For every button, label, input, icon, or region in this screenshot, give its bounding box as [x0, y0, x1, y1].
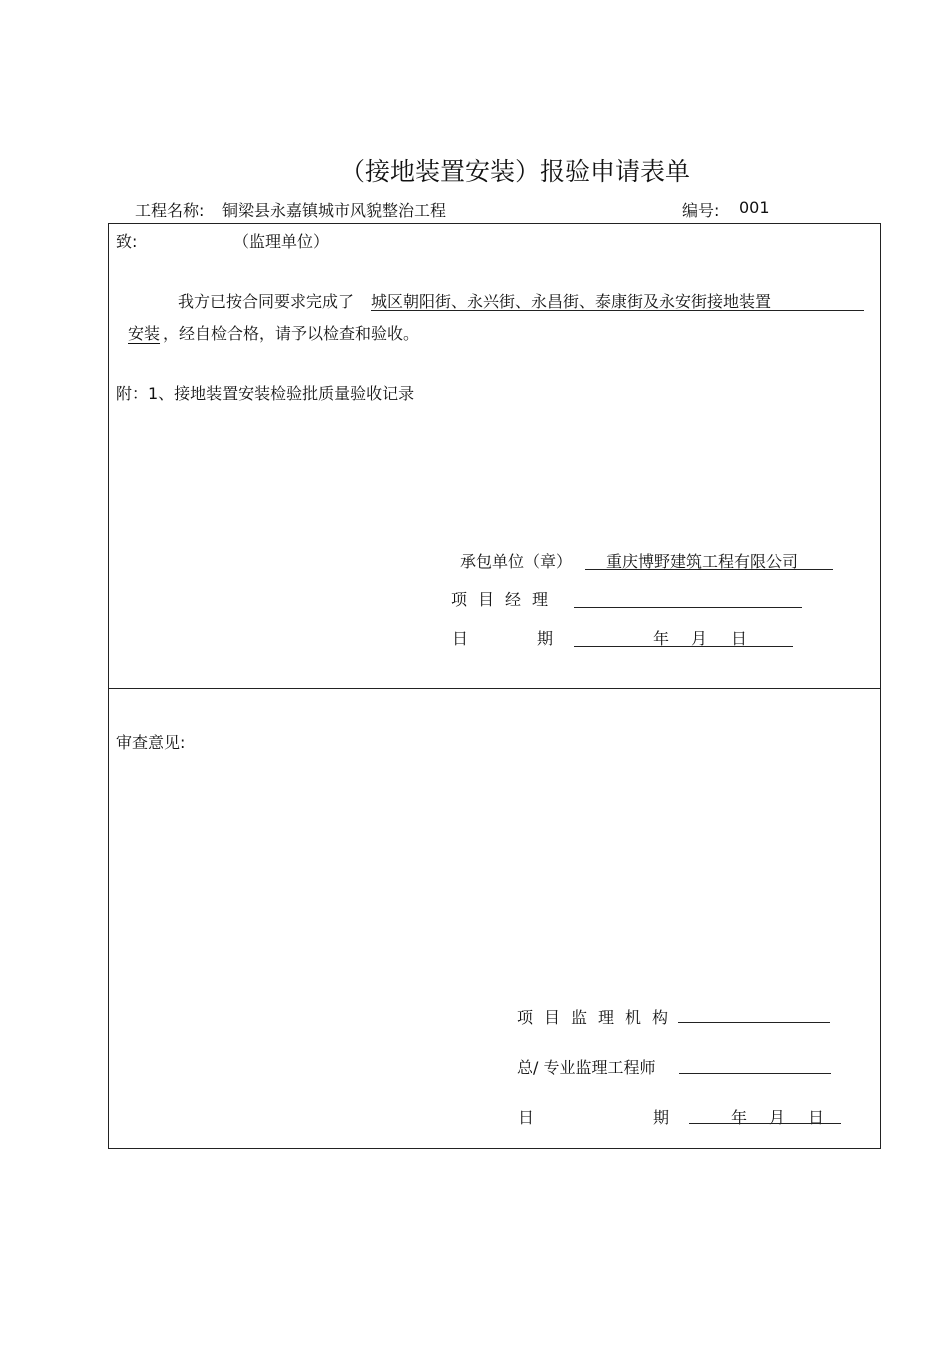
form-number-label: 编号:	[682, 201, 720, 220]
application-date-label-left: 日	[452, 629, 469, 648]
review-date-month: 月	[769, 1108, 786, 1127]
project-name-value: 铜梁县永嘉镇城市风貌整治工程	[222, 201, 447, 220]
attachment-line: 附：1、接地装置安装检验批质量验收记录	[116, 384, 415, 403]
application-date-month: 月	[691, 629, 708, 648]
project-manager-line	[574, 607, 802, 608]
application-date-label-right: 期	[537, 629, 554, 648]
review-opinion-label: 审查意见:	[116, 733, 186, 752]
body-text-rest: ，经自检合格，请予以检查和验收。	[163, 324, 420, 343]
supervision-agency-line	[678, 1022, 830, 1023]
supervising-engineer-label: 总/ 专业监理工程师	[517, 1058, 656, 1077]
section-divider	[108, 688, 881, 689]
form-title: （接地装置安装）报验申请表单	[339, 157, 690, 186]
form-table	[108, 223, 881, 1149]
contractor-line	[585, 569, 833, 570]
project-name-label: 工程名称:	[135, 201, 205, 220]
body-text-prefix: 我方已按合同要求完成了	[178, 292, 355, 311]
project-manager-label: 项目经理	[451, 590, 560, 609]
application-date-day: 日	[731, 629, 748, 648]
form-number-value: 001	[739, 198, 770, 217]
contractor-label: 承包单位（章）	[460, 552, 573, 571]
application-date-year: 年	[653, 629, 670, 648]
supervision-agency-label: 项目监理机构	[517, 1008, 680, 1027]
to-label: 致:	[116, 232, 138, 251]
fill-line-1	[371, 310, 864, 311]
review-date-label-left: 日	[518, 1108, 535, 1127]
review-date-line	[689, 1123, 841, 1124]
supervisor-unit-placeholder: （监理单位）	[233, 232, 330, 251]
supervising-engineer-line	[679, 1073, 831, 1074]
contractor-name: 重庆博野建筑工程有限公司	[606, 552, 799, 571]
application-date-line	[574, 646, 793, 647]
review-date-day: 日	[808, 1108, 825, 1127]
body-text-filled-line1: 城区朝阳街、永兴街、永昌街、泰康街及永安街接地装置	[371, 292, 772, 311]
body-text-filled-line2: 安装	[128, 324, 161, 343]
review-date-label-right: 期	[653, 1108, 670, 1127]
review-date-year: 年	[731, 1108, 748, 1127]
